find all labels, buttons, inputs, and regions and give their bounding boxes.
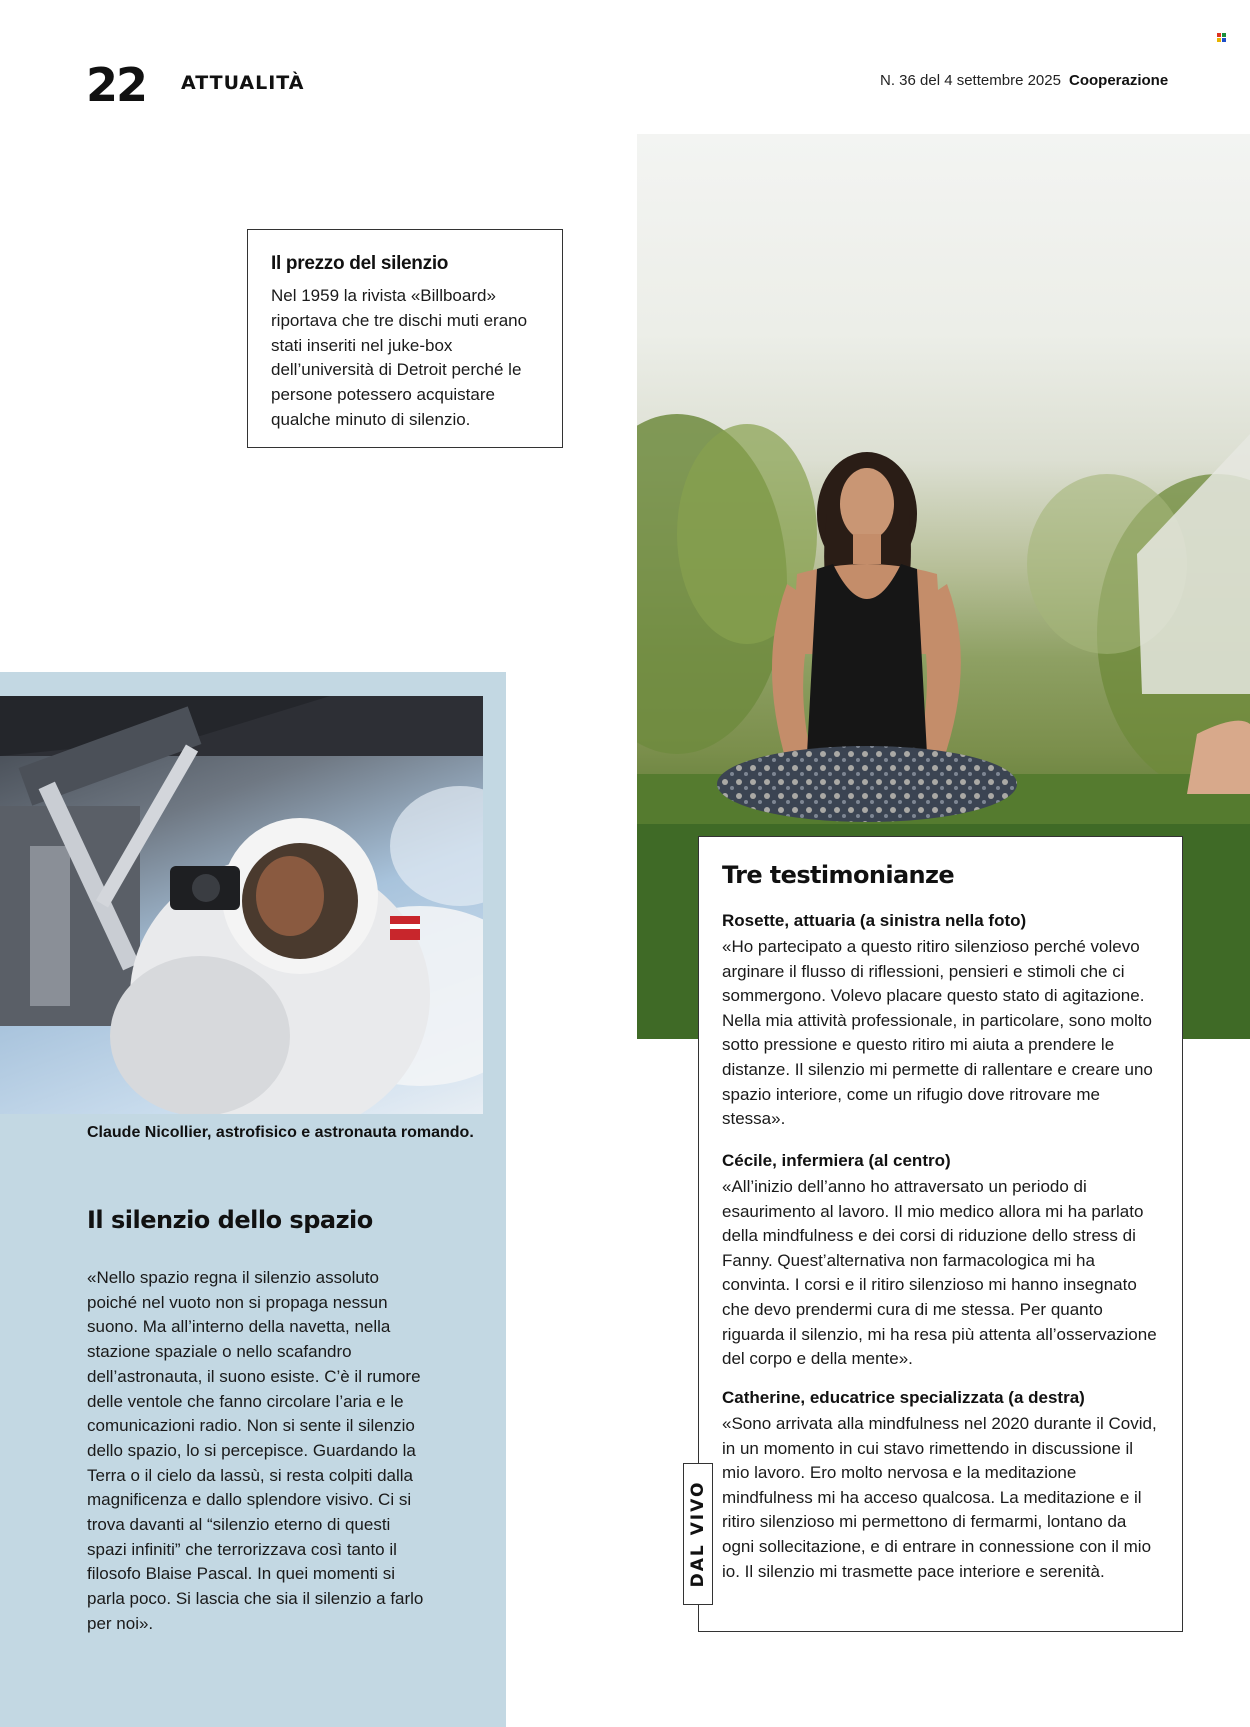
sidebar-text: Nel 1959 la rivista «Billboard» riportava che tre dischi muti erano stati inseriti nel juke-box dell’università di Detroit perché le persone potessero acquistare qualche minuto di silenzio. [271,286,528,429]
photo-caption: Claude Nicollier, astrofisico e astronauta romando. [87,1124,474,1141]
sidebar-title: Il prezzo del silenzio [271,253,449,274]
testimonial-name: Rosette, attuaria (a sinistra nella foto) [722,911,1027,930]
sidebar-box [247,229,563,448]
section-label: ATTUALITÀ [181,72,305,94]
dal-vivo-tag [683,1463,713,1605]
page-number: 22 [86,58,147,112]
dal-vivo-label: DAL VIVO [688,1480,708,1588]
testimonial-text: «Sono arrivata alla mindfulness nel 2020 durante il Covid, in un momento in cui stavo rimettendo in discussione il mio lavoro. Ero molto nervosa e la meditazione mindfulness mi ha acceso qualcosa. La meditazione e il ritiro silenzioso mi permettono di fermarmi, lontano da ogni sollecitazione, e di entrare in connessione con il mio io. Il silenzio mi trasmette pace interiore e serenità. [722,1414,1157,1581]
astronaut-photo [0,696,483,1114]
testimonial-name: Cécile, infermiera (al centro) [722,1151,951,1170]
space-article-title: Il silenzio dello spazio [87,1206,373,1234]
testimonial-name: Catherine, educatrice specializzata (a destra) [722,1388,1085,1407]
space-article-body: «Nello spazio regna il silenzio assoluto poiché nel vuoto non si propaga nessun suono. Ma all’interno della navetta, nella stazione spaziale o nello scafandro dell’astronauta, il suono esiste. C’è il rumore delle ventole che fanno circolare l’aria e le comunicazioni radio. Non si sente il silenzio dello spazio, lo si percepisce. Guardando la Terra o il cielo da lassù, si resta colpiti dalla magnificenza e dallo splendore visivo. Ci si trova davanti al “silenzio eterno di questi spazi infiniti” che terrorizzava così tanto il filosofo Blaise Pascal. In quei momenti si parla poco. Si lascia che sia il silenzio a farlo per noi». [87,1268,424,1633]
brand-name: Cooperazione [1069,72,1169,89]
testimonial-text: «Ho partecipato a questo ritiro silenzioso perché volevo arginare il flusso di riflessioni, pensieri e stimoli che ci sommergono. Volevo placare questo stato di agitazione. Nella mia attività professionale, in particolare, sono molto sotto pressione e questo ritiro mi aiuta a prendere le distanze. Il silenzio mi permette di rallentare e creare uno spazio interiore, come un rifugio dove ritrovare me stessa». [722,937,1153,1129]
testimonials-title: Tre testimonianze [722,861,955,889]
issue-date: N. 36 del 4 settembre 2025 [880,72,1061,89]
testimonials-box [698,836,1183,1632]
testimonial-text: «All’inizio dell’anno ho attraversato un periodo di esaurimento al lavoro. Il mio medico allora mi ha parlato della mindfulness e dei corsi di riduzione dello stress di Fanny. Quest’alternativa non farmacologica mi ha convinta. I corsi e il ritiro silenzioso mi hanno insegnato che devo prendermi cura di me stessa. Per quanto riguarda il silenzio, mi ha resa più attenta all’osservazione del corpo e della mente». [722,1177,1157,1369]
color-mark-icon [1217,33,1226,42]
